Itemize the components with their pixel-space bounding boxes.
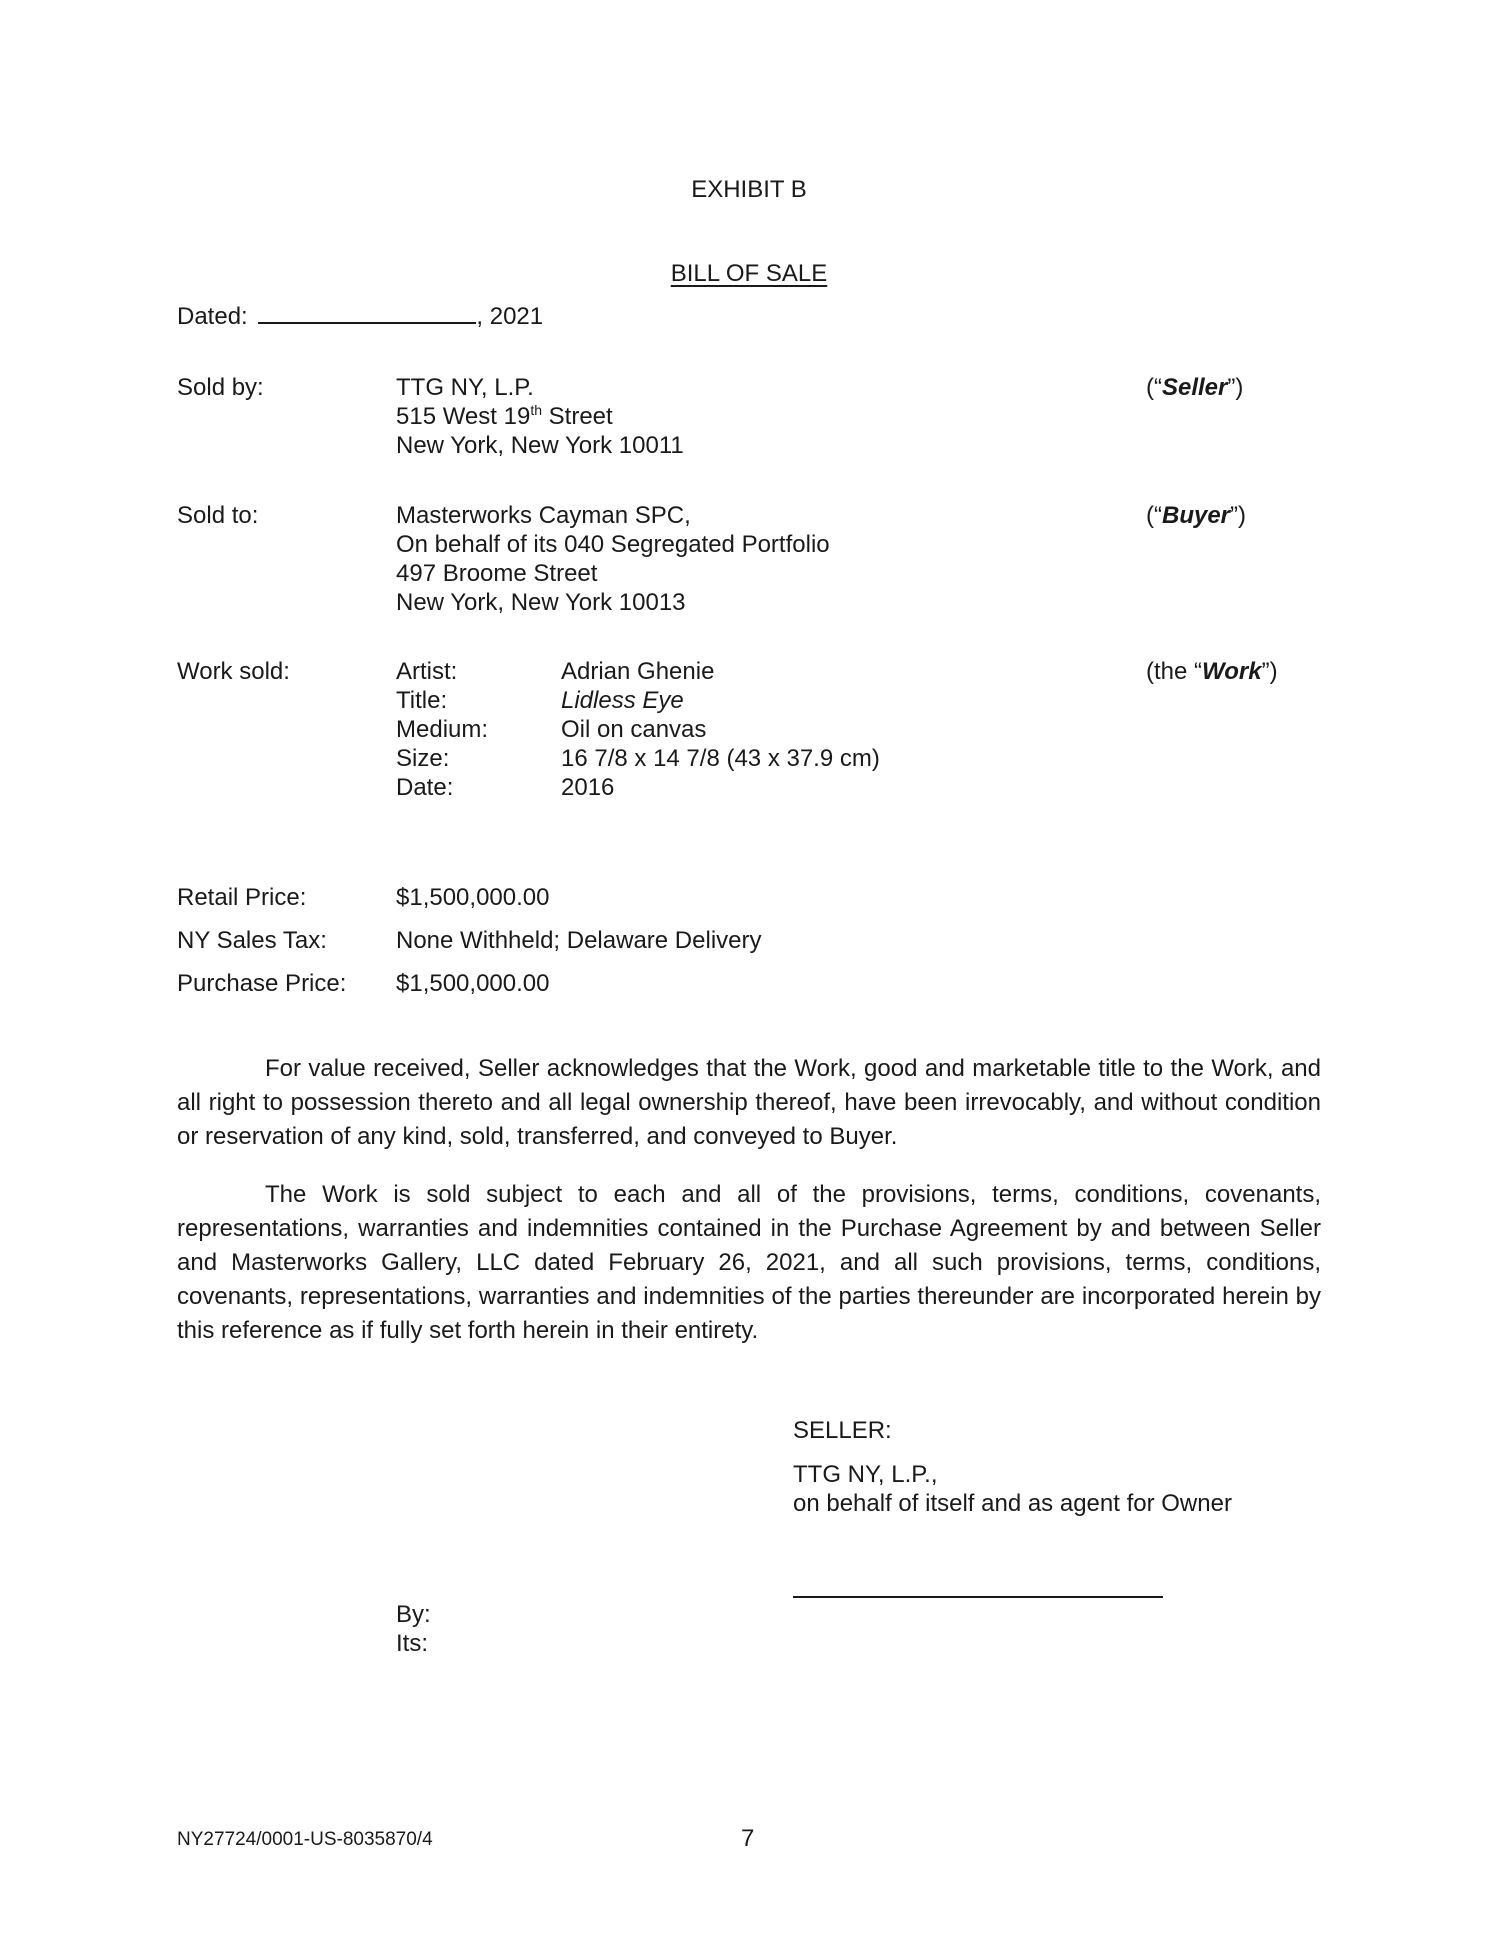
- document-id: NY27724/0001-US-8035870/4: [177, 1829, 433, 1850]
- paragraph-subject-to: [177, 1178, 1321, 1348]
- size-value: 16 7/8 x 14 7/8 (43 x 37.9 cm): [561, 745, 880, 772]
- seller-role-term: Seller: [1161, 374, 1228, 401]
- seller-name: TTG NY, L.P.: [396, 374, 534, 401]
- seller-entity-block: [793, 1460, 1232, 1518]
- size-label: Size:: [396, 745, 450, 772]
- date-label: Date:: [396, 774, 454, 801]
- purchase-price-value: $1,500,000.00: [396, 970, 550, 997]
- paragraph-conveyance-text: For value received, Seller acknowledges that the Work, good and marketable title to the Work, and all right to possession thereto and all legal ownership thereof, have been irrevocably, and without condition or reservation of any kind, sold, transferred, and conveyed to Buyer.: [177, 1055, 1321, 1150]
- buyer-line-2: On behalf of its 040 Segregated Portfolio: [396, 531, 830, 558]
- retail-price-label: Retail Price:: [177, 884, 307, 911]
- seller-role: [1146, 373, 1243, 402]
- title-label: Title:: [396, 687, 448, 714]
- dated-label: Dated:: [177, 303, 248, 330]
- document-title-text: BILL OF SALE: [670, 260, 828, 287]
- seller-heading: SELLER:: [793, 1417, 892, 1444]
- seller-address-1-suffix: Street: [542, 403, 613, 430]
- paragraph-subject-to-text: The Work is sold subject to each and all of the provisions, terms, conditions, covenants, representations, warranties and indemnities contained in the Purchase Agreement by and between Seller and Masterworks Gallery, LLC dated February 26, 2021, and all such provisions, terms, conditions, covenants, representations, warranties and indemnities of the parties thereunder are incorporated herein by this reference as if fully set forth herein in their entirety.: [177, 1181, 1321, 1344]
- work-role-open: (the “: [1146, 658, 1203, 685]
- page-number: 7: [741, 1825, 755, 1852]
- seller-role-open: (“: [1146, 374, 1162, 401]
- buyer-role-close: ”): [1230, 502, 1246, 529]
- seller-address-1: [396, 402, 684, 431]
- work-role-close: ”): [1261, 658, 1278, 685]
- work-sold-label: Work sold:: [177, 658, 290, 685]
- buyer-role-term: Buyer: [1161, 502, 1231, 529]
- seller-address-2: New York, New York 10011: [396, 432, 684, 459]
- sold-by-block: [396, 373, 684, 460]
- seller-entity: TTG NY, L.P.,: [793, 1461, 938, 1488]
- medium-label: Medium:: [396, 716, 489, 743]
- sold-to-label: Sold to:: [177, 502, 259, 529]
- sold-to-block: [396, 501, 830, 617]
- work-field-values: [561, 657, 880, 802]
- document-title: [0, 260, 1498, 288]
- its-label: Its:: [396, 1630, 429, 1657]
- seller-role-close: ”): [1227, 374, 1244, 401]
- purchase-price-label: Purchase Price:: [177, 970, 347, 997]
- title-value: Lidless Eye: [561, 687, 684, 714]
- work-field-labels: [396, 657, 488, 802]
- seller-address-1-text: 515 West 19: [396, 403, 531, 430]
- buyer-role: [1146, 501, 1246, 530]
- retail-price-value: $1,500,000.00: [396, 884, 550, 911]
- sales-tax-value: None Withheld; Delaware Delivery: [396, 927, 762, 954]
- buyer-address-2: New York, New York 10013: [396, 589, 686, 616]
- paragraph-conveyance: [177, 1052, 1321, 1154]
- signatory-fields: [396, 1600, 431, 1658]
- sold-by-label: Sold by:: [177, 374, 264, 401]
- buyer-role-open: (“: [1146, 502, 1162, 529]
- medium-value: Oil on canvas: [561, 716, 707, 743]
- signature-line: [793, 1596, 1163, 1598]
- date-blank: [258, 302, 476, 324]
- seller-address-1-sup: th: [530, 402, 542, 418]
- work-role: [1146, 657, 1278, 686]
- dated-line: [177, 302, 543, 331]
- work-role-term: Work: [1202, 658, 1262, 685]
- seller-capacity: on behalf of itself and as agent for Owner: [793, 1490, 1232, 1517]
- artist-value: Adrian Ghenie: [561, 658, 715, 685]
- artist-label: Artist:: [396, 658, 458, 685]
- sales-tax-label: NY Sales Tax:: [177, 927, 327, 954]
- by-label: By:: [396, 1601, 431, 1628]
- buyer-name: Masterworks Cayman SPC,: [396, 502, 691, 529]
- buyer-address-1: 497 Broome Street: [396, 560, 598, 587]
- dated-year: , 2021: [476, 303, 544, 330]
- date-value: 2016: [561, 774, 615, 801]
- exhibit-label: EXHIBIT B: [691, 176, 807, 203]
